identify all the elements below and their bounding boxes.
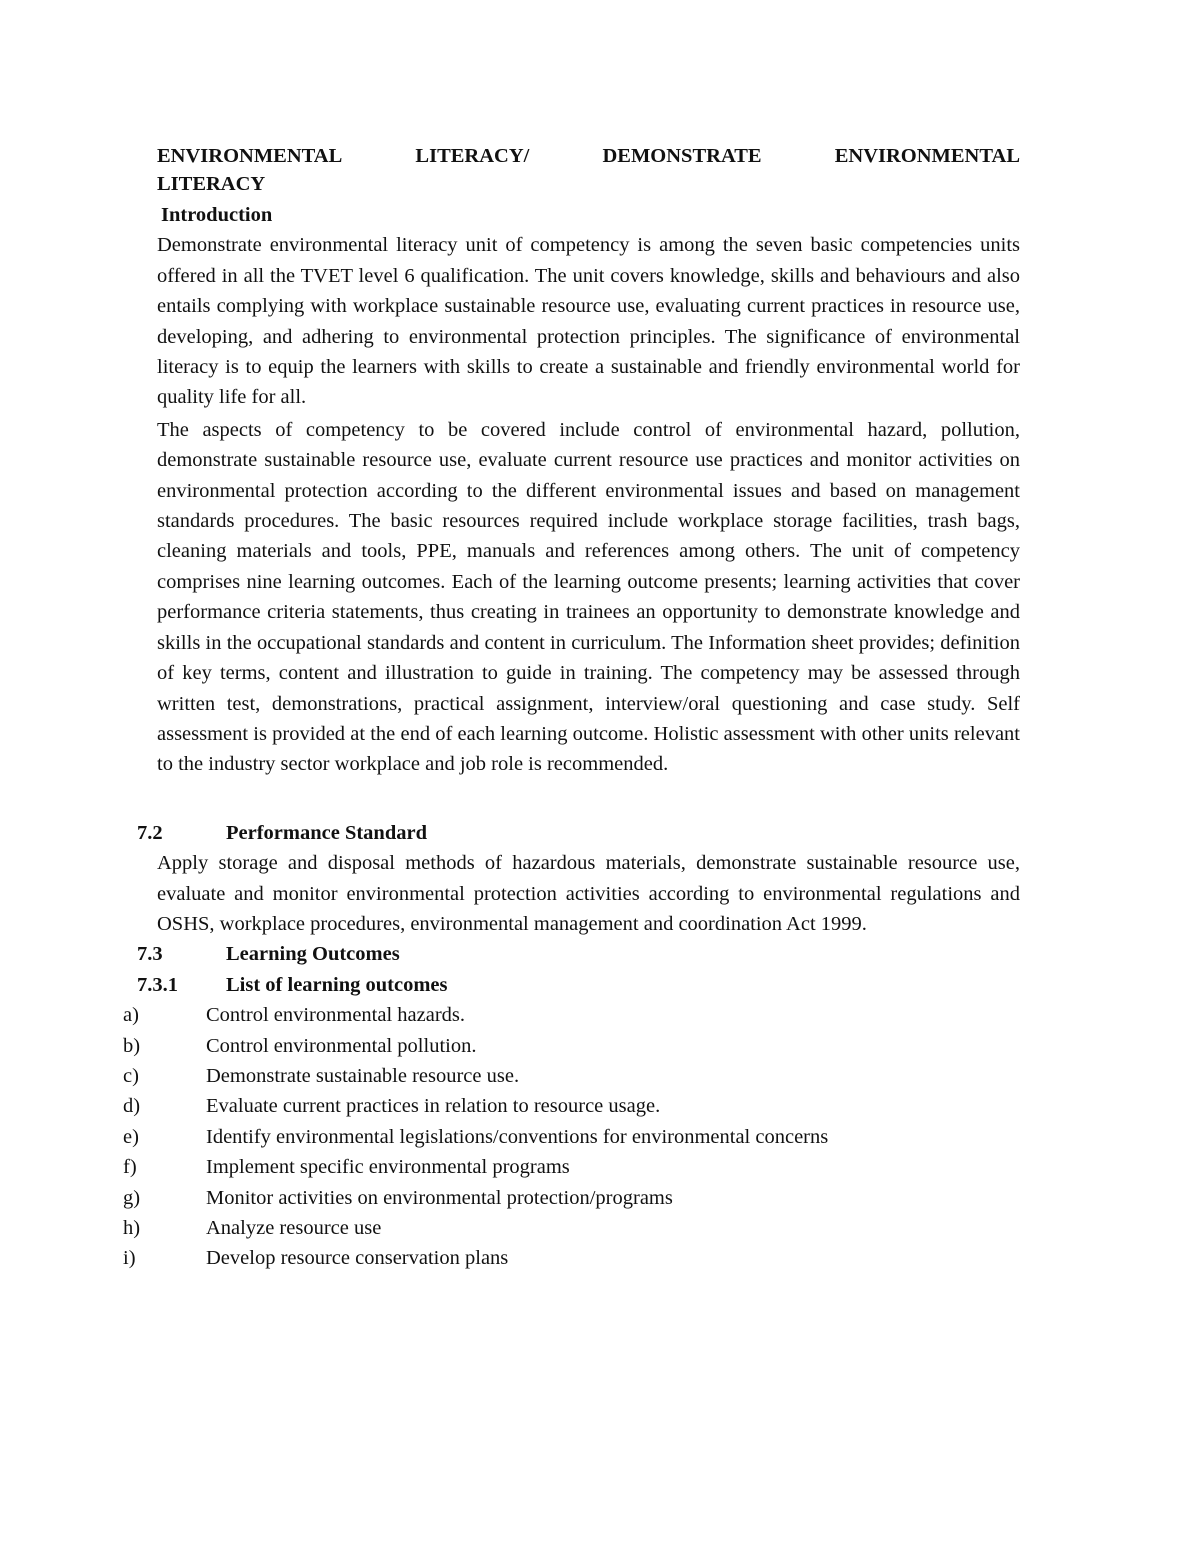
list-item-letter: h) [123,1217,141,1239]
list-item [123,1000,1020,1030]
list-item-text: Evaluate current practices in relation to resource usage. [206,1095,661,1118]
list-item-text: Develop resource conservation plans [206,1247,509,1270]
introduction-paragraph-1: Demonstrate environmental literacy unit of competency is among the seven basic competencies units offered in all the TVET level 6 qualification. The unit covers knowledge, skills and behaviours and also entails complying with workplace sustainable resource use, evaluating current practices in resource use, developing, and adhering to environmental protection principles. The significance of environmental literacy is to equip the learners with skills to create a sustainable and friendly environmental world for quality life for all. [157,234,1020,409]
learning-outcomes-section [123,939,1020,1273]
list-item-text: Analyze resource use [206,1217,382,1239]
title-line-2: LITERACY [157,173,266,195]
subsection-heading [137,970,1020,1000]
section-heading [137,818,1020,848]
document-title [157,142,1020,198]
section-number: 7.2 [137,821,163,844]
performance-standard-body: Apply storage and disposal methods of hazardous materials, demonstrate sustainable resource use, evaluate and monitor environmental protection activities according to environmental regulations and OSHS, workplace procedures, environmental management and coordination Act 1999. [157,852,1020,935]
list-item [123,1213,1020,1243]
list-item-text: Control environmental hazards. [206,1004,466,1027]
list-item-text: Identify environmental legislations/conventions for environmental concerns [206,1125,829,1148]
title-word: ENVIRONMENTAL [834,145,1020,167]
list-item [123,1061,1020,1091]
list-item-text: Demonstrate sustainable resource use. [206,1064,520,1087]
introduction-paragraph-2: The aspects of competency to be covered include control of environmental hazard, pollution, demonstrate sustainable resource use, evaluate current resource use practices and monitor activities on environmental protection according to the different environmental issues and based on management standards procedures. The basic resources required include workplace storage facilities, trash bags, cleaning materials and tools, PPE, manuals and references among others. The unit of competency comprises nine learning outcomes. Each of the learning outcome presents; learning activities that cover performance criteria statements, thus creating in trainees an opportunity to demonstrate knowledge and skills in the occupational standards and content in curriculum. The Information sheet provides; definition of key terms, content and illustration to guide in training. The competency may be assessed through written test, demonstrations, practical assignment, interview/oral questioning and case study. Self assessment is provided at the end of each learning outcome. Holistic assessment with other units relevant to the industry sector workplace and job role is recommended. [157,418,1020,776]
list-item-letter: e) [123,1125,139,1148]
list-item [123,1031,1020,1061]
title-word: LITERACY/ [415,145,530,167]
introduction-heading: Introduction [161,204,273,226]
list-item-letter: c) [123,1064,139,1087]
title-word: ENVIRONMENTAL [157,145,343,167]
section-title: Learning Outcomes [226,943,400,966]
list-item-letter: d) [123,1095,141,1118]
list-item-letter: f) [123,1156,137,1179]
list-item-letter: g) [123,1186,141,1209]
performance-standard-section [137,818,1020,940]
subsection-title: List of learning outcomes [226,973,448,996]
list-item [123,1152,1020,1182]
list-item [123,1122,1020,1152]
subsection-number: 7.3.1 [137,973,178,996]
document-content [123,142,1020,1274]
section-heading [137,939,1020,969]
list-item [123,1243,1020,1273]
section-number: 7.3 [137,943,163,966]
list-item-text: Implement specific environmental programs [206,1156,570,1179]
list-item-letter: i) [123,1247,136,1270]
list-item-letter: b) [123,1034,141,1057]
learning-outcomes-list [123,1000,1020,1274]
list-item-text: Monitor activities on environmental protection/programs [206,1186,673,1209]
list-item [123,1091,1020,1121]
list-item [123,1183,1020,1213]
list-item-letter: a) [123,1004,139,1027]
list-item-text: Control environmental pollution. [206,1034,477,1057]
section-title: Performance Standard [226,821,427,844]
title-word: DEMONSTRATE [602,145,762,167]
title-line-1 [157,142,1020,170]
